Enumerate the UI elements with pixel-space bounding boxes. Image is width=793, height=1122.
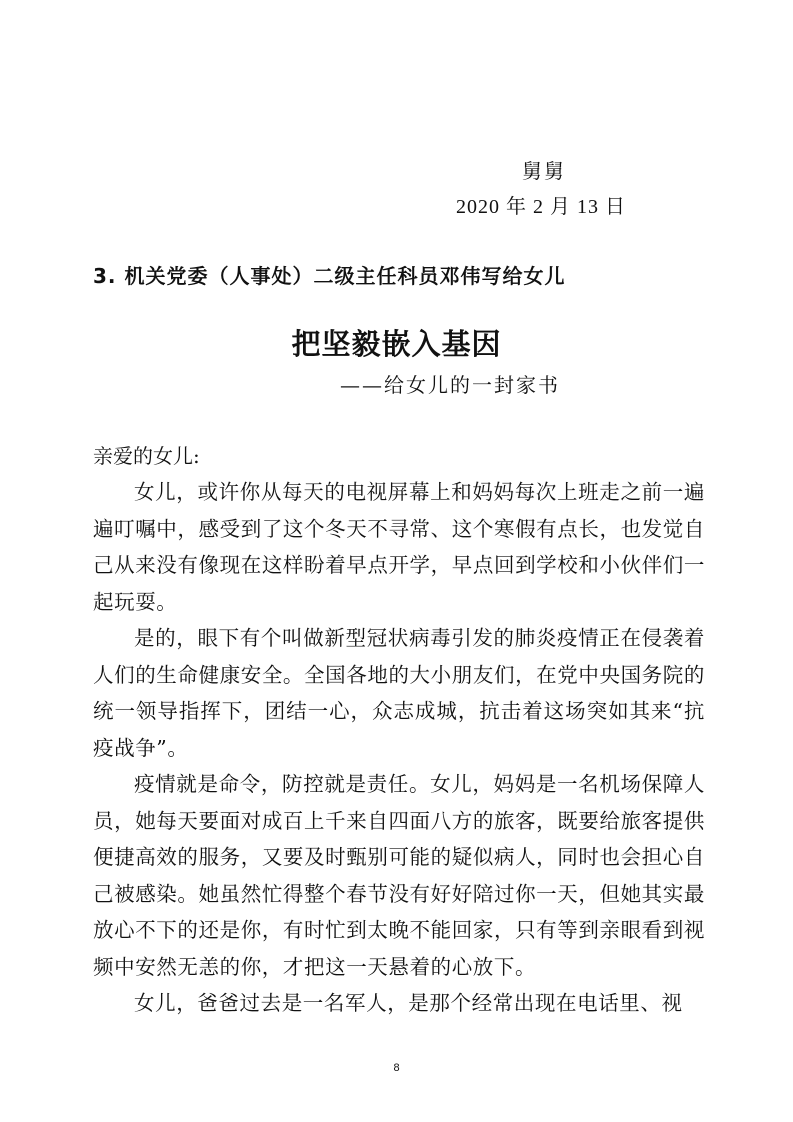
letter-subtitle: ——给女儿的一封家书: [340, 373, 560, 397]
body-paragraph: 女儿，或许你从每天的电视屏幕上和妈妈每次上班走之前一遍遍叮嘱中，感受到了这个冬天不寻常、这个寒假有点长，也发觉自己从来没有像现在这样盼着早点开学，早点回到学校和小伙伴们一起玩耍。: [93, 480, 705, 614]
section-heading: 3. 机关党委（人事处）二级主任科员邓伟写给女儿: [93, 264, 566, 288]
body-paragraph: 女儿，爸爸过去是一名军人，是那个经常出现在电话里、视: [134, 991, 683, 1015]
letter-body: [93, 474, 705, 1022]
letter-salutation: 亲爱的女儿:: [93, 444, 200, 468]
signature-name: 舅舅: [522, 159, 566, 183]
signature-date: 2020 年 2 月 13 日: [456, 196, 626, 218]
page-number: 8: [393, 1062, 400, 1074]
letter-title: 把坚毅嵌入基因: [291, 327, 502, 361]
body-paragraph: 疫情就是命令，防控就是责任。女儿，妈妈是一名机场保障人员，她每天要面对成百上千来自四面八方的旅客，既要给旅客提供便捷高效的服务，又要及时甄别可能的疑似病人，同时也会担心自己被感染。她虽然忙得整个春节没有好好陪过你一天，但她其实最放心不下的还是你，有时忙到太晚不能回家，只有等到亲眼看到视频中安然无恙的你，才把这一天悬着的心放下。: [93, 772, 705, 979]
body-paragraph: 是的，眼下有个叫做新型冠状病毒引发的肺炎疫情正在侵袭着人们的生命健康安全。全国各地的大小朋友们，在党中央国务院的统一领导指挥下，团结一心，众志成城，抗击着这场突如其来“抗疫战争”。: [93, 626, 705, 760]
